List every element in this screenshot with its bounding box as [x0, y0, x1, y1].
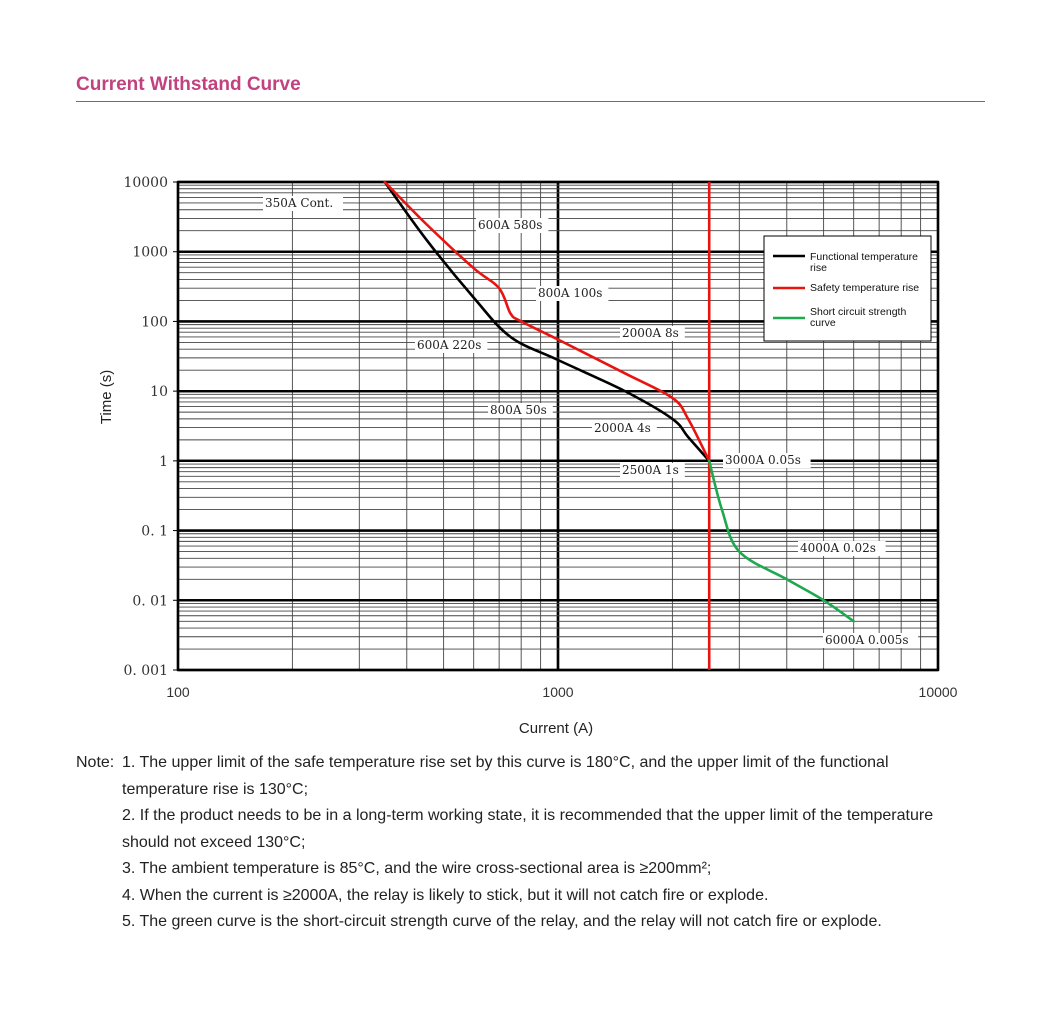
y-tick-label: 10000 — [123, 175, 168, 191]
note-text: When the current is ≥2000A, the relay is likely to stick, but it will not catch fire or explode. — [139, 886, 769, 904]
x-tick-label: 10000 — [918, 684, 958, 700]
note-2 — [76, 803, 1006, 856]
note-1 — [76, 750, 1006, 803]
y-tick-label: 1000 — [132, 244, 168, 261]
note-number: 5. — [122, 913, 136, 930]
legend-label: Short circuit strength curve — [810, 306, 907, 329]
note-3 — [76, 856, 1006, 883]
note-prefix: Note: — [76, 754, 115, 771]
note-number: 2. — [122, 807, 136, 824]
legend-label: Functional temperature rise — [810, 251, 918, 274]
annotation-label: 2500A 1s — [622, 463, 679, 477]
note-text: The upper limit of the safe temperature rise set by this curve is 180°C, and the upper limit of the functional — [139, 754, 889, 771]
note-text: If the product needs to be in a long-term working state, it is recommended that the upper limit of the temperature — [139, 807, 934, 824]
note-text: The green curve is the short-circuit strength curve of the relay, and the relay will not catch fire or explode. — [139, 913, 882, 930]
note-number: 4. — [122, 886, 136, 904]
y-tick-label: 0. 001 — [123, 663, 168, 679]
note-text: The ambient temperature is 85°C, and the wire cross-sectional area is ≥200mm²; — [139, 860, 712, 877]
annotation-label: 4000A 0.02s — [800, 541, 876, 555]
legend-label: Safety temperature rise — [810, 282, 920, 294]
x-axis-title: Current (A) — [518, 720, 594, 737]
annotation-label: 2000A 4s — [594, 421, 651, 435]
note-4 — [76, 883, 1006, 910]
note-text: temperature rise is 130°C; — [122, 780, 309, 798]
y-tick-label: 10 — [150, 384, 168, 401]
y-tick-label: 100 — [141, 314, 168, 331]
annotation-label: 800A 100s — [538, 286, 603, 300]
annotation-label: 600A 580s — [478, 218, 543, 232]
section-title: Current Withstand Curve — [76, 74, 301, 95]
annotation-label: 6000A 0.005s — [825, 633, 909, 647]
note-number: 1. — [122, 754, 136, 771]
note-text: should not exceed 130°C; — [122, 833, 306, 851]
x-tick-label: 100 — [166, 684, 190, 700]
annotation-label: 600A 220s — [417, 338, 482, 352]
notes — [76, 750, 1006, 936]
y-tick-label: 1 — [159, 453, 168, 470]
y-axis-title: Time (s) — [98, 369, 115, 425]
note-number: 3. — [122, 860, 136, 877]
legend — [764, 236, 931, 341]
annotation-label: 2000A 8s — [622, 326, 679, 340]
y-tick-label: 0. 01 — [132, 593, 168, 610]
note-5 — [76, 909, 1006, 936]
annotation-label: 350A Cont. — [265, 196, 334, 210]
annotation-label: 800A 50s — [490, 403, 547, 417]
annotation-label: 3000A 0.05s — [725, 453, 801, 467]
y-tick-label: 0. 1 — [141, 523, 168, 540]
x-tick-label: 1000 — [542, 684, 574, 700]
